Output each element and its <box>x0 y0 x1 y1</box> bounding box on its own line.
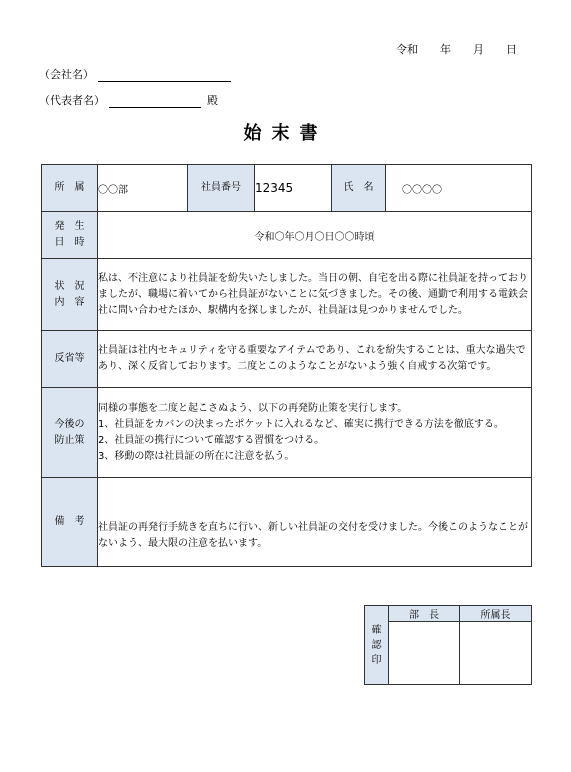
report-table <box>41 164 532 567</box>
situation-label-line-1: 状 況 <box>54 280 85 292</box>
situation-label-line-2: 内 容 <box>54 296 85 308</box>
prevention-line: 3、移動の際は社員証の所在に注意を払う。 <box>98 450 295 462</box>
reflection-value[interactable]: 社員証は社内セキュリティを守る重要なアイテムであり、これを紛失することは、重大な過失であり、深く反省しております。二度とこのようなことがないよう強く自戒する次第です。 <box>98 331 532 388</box>
reflection-label: 反省等 <box>42 331 98 388</box>
row-reflection <box>42 331 532 388</box>
occurrence-label <box>42 212 98 259</box>
name-value[interactable]: 〇〇〇〇 <box>386 165 532 212</box>
prevention-label-line-1: 今後の <box>54 418 85 430</box>
company-name-line <box>39 66 231 82</box>
prevention-line: 2、社員証の携行について確認する習慣をつける。 <box>98 434 325 446</box>
prevention-value[interactable] <box>98 388 532 478</box>
remarks-label: 備 考 <box>42 478 98 567</box>
confirm-header-row <box>365 606 532 622</box>
row-occurrence <box>42 212 532 259</box>
department-label: 所 属 <box>42 165 98 212</box>
confirm-stamp-row <box>365 622 532 685</box>
representative-line <box>39 92 218 108</box>
row-situation <box>42 259 532 331</box>
employee-no-label: 社員番号 <box>188 165 255 212</box>
director-stamp-box[interactable] <box>460 622 532 685</box>
prevention-line: 1、社員証をカバンの決まったポケットに入れるなど、確実に携行できる方法を徹底する。 <box>98 418 504 430</box>
confirm-label-char: 印 <box>371 654 382 666</box>
date-line: 令和 年 月 日 <box>396 43 517 56</box>
prevention-label <box>42 388 98 478</box>
prevention-label-line-2: 防止策 <box>54 434 85 446</box>
company-label: （会社名） <box>39 68 94 81</box>
manager-label: 部 長 <box>389 606 460 622</box>
confirm-label-char: 確 <box>371 624 382 636</box>
row-remarks <box>42 478 532 567</box>
confirm-label-char: 認 <box>371 639 382 651</box>
director-label: 所属長 <box>460 606 532 622</box>
confirm-label <box>365 606 389 685</box>
representative-label: （代表者名） <box>39 94 105 107</box>
representative-name-blank[interactable] <box>109 94 201 108</box>
occurrence-value[interactable]: 令和〇年〇月〇日〇〇時頃 <box>98 212 532 259</box>
remarks-value[interactable]: 社員証の再発行手続きを直ちに行い、新しい社員証の交付を受けました。今後このようなことがないよう、最大限の注意を払います。 <box>98 478 532 567</box>
situation-label <box>42 259 98 331</box>
row-prevention <box>42 388 532 478</box>
prevention-line: 同様の事態を二度と起こさぬよう、以下の再発防止策を実行します。 <box>98 402 408 414</box>
row-department <box>42 165 532 212</box>
honorific: 殿 <box>207 94 218 107</box>
employee-no-value[interactable]: 12345 <box>255 165 332 212</box>
manager-stamp-box[interactable] <box>389 622 460 685</box>
document-title: 始末書 <box>243 123 328 144</box>
name-label: 氏 名 <box>332 165 386 212</box>
department-value[interactable]: 〇〇部 <box>98 165 188 212</box>
confirmation-stamp-table <box>364 605 532 685</box>
situation-value[interactable]: 私は、不注意により社員証を紛失いたしました。当日の朝、自宅を出る際に社員証を持っておりましたが、職場に着いてから社員証がないことに気づきました。その後、通勤で利用する電鉄会社に問い合わせたほか、駅構内を探しましたが、社員証は見つかりませんでした。 <box>98 259 532 331</box>
occurrence-label-line-2: 日 時 <box>54 237 85 248</box>
company-name-blank[interactable] <box>98 68 231 82</box>
occurrence-label-line-1: 発 生 <box>54 221 85 232</box>
